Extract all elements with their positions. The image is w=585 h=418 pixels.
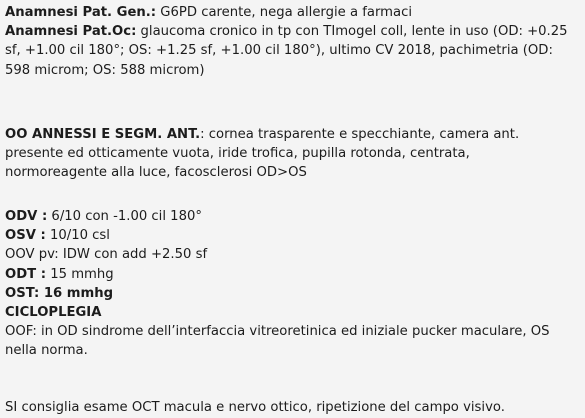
anamnesi-oc-text-1: glaucoma cronico in tp con TImogel coll, lente in uso (OD: +0.25 [136,24,568,40]
odv-label: ODV : [5,209,48,224]
annessi-text-1: : cornea trasparente e specchiante, camera ant. [200,127,520,142]
exam-section [5,207,550,361]
odv-line [5,207,550,226]
anamnesi-oc-line-2: sf, +1.00 cil 180°; OS: +1.25 sf, +1.00 cil 180°), ultimo CV 2018, pachimetria (OD: [5,43,553,59]
anamnesi-section [5,3,568,80]
cicloplegia-heading: CICLOPLEGIA [5,304,102,320]
annessi-line-2: presente ed otticamente vuota, iride trofica, pupilla rotonda, centrata, [5,146,470,162]
anamnesi-oc-line-1 [5,22,568,41]
conclusion-section [5,398,505,417]
osv-value: 10/10 csl [45,228,110,244]
annessi-line-3: normoreagente alla luce, facosclerosi OD>OS [5,165,307,181]
annessi-label: OO ANNESSI E SEGM. ANT. [5,127,201,142]
anamnesi-oc-label: Anamnesi Pat.Oc: [5,24,137,40]
anamnesi-gen-text: G6PD carente, nega allergie a farmaci [156,5,412,20]
anamnesi-oc-line-3: 598 microm; OS: 588 microm) [5,62,205,78]
oov-line: OOV pv: IDW con add +2.50 sf [5,247,208,263]
oof-line-2: nella norma. [5,343,88,359]
odt-value: 15 mmhg [46,266,114,282]
osv-label: OSV : [5,228,46,244]
ost-text: OST: 16 mmhg [5,285,114,301]
annessi-line-1 [5,125,519,144]
annessi-section [5,125,519,183]
oof-line-1: OOF: in OD sindrome dell’interfaccia vitreoretinica ed iniziale pucker maculare, OS [5,324,550,340]
anamnesi-gen-label: Anamnesi Pat. Gen.: [5,5,157,20]
ost-line [5,284,550,303]
odt-label: ODT : [5,266,47,282]
conclusion-line: SI consiglia esame OCT macula e nervo ottico, ripetizione del campo visivo. [5,400,505,415]
odv-value: 6/10 con -1.00 cil 180° [47,209,202,224]
anamnesi-gen-line [5,3,568,22]
cicloplegia-line [5,303,550,322]
odt-line [5,265,550,284]
osv-line [5,226,550,245]
